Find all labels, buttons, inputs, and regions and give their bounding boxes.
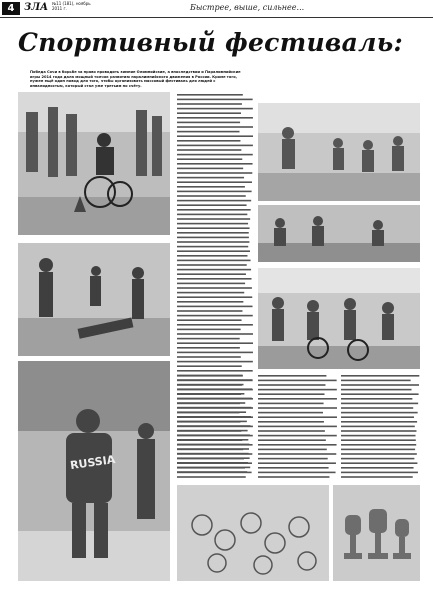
text-line — [341, 462, 417, 464]
text-line — [177, 186, 245, 188]
text-line — [341, 458, 414, 460]
text-line — [177, 361, 253, 363]
text-column-1-lower — [177, 373, 253, 481]
text-line — [177, 246, 248, 248]
text-line — [258, 462, 336, 464]
text-line — [341, 407, 413, 409]
text-line — [258, 393, 325, 395]
text-line — [177, 430, 241, 432]
text-line — [177, 218, 250, 220]
text-line — [177, 108, 253, 110]
text-line — [258, 467, 329, 469]
text-line — [177, 453, 252, 455]
text-line — [177, 319, 242, 321]
text-line — [258, 412, 323, 414]
text-line — [341, 467, 414, 469]
text-line — [177, 255, 247, 257]
text-line — [341, 421, 417, 423]
text-line — [177, 250, 250, 252]
text-line — [177, 370, 253, 372]
text-line — [341, 380, 411, 382]
text-line — [258, 435, 337, 437]
page-header — [0, 0, 433, 17]
text-line — [177, 292, 244, 294]
text-line — [177, 227, 250, 229]
text-line — [177, 283, 245, 285]
section-slogan: Быстрее, выше, сильнее... — [190, 3, 305, 12]
text-line — [177, 476, 246, 478]
text-line — [341, 398, 412, 400]
text-line — [177, 444, 253, 446]
text-line — [258, 398, 337, 400]
text-line — [177, 393, 241, 395]
text-line — [177, 301, 243, 303]
photo-medals — [177, 485, 329, 581]
text-line — [177, 131, 240, 133]
photo-indoor-event — [258, 103, 420, 201]
text-line — [258, 380, 337, 382]
text-line — [177, 458, 244, 460]
text-line — [177, 103, 242, 105]
text-line — [177, 177, 244, 179]
page-number: 4 — [2, 2, 20, 15]
text-line — [177, 306, 253, 308]
text-line — [177, 172, 252, 174]
text-line — [177, 347, 240, 349]
text-line — [258, 472, 336, 474]
photo-wheelchair-race — [18, 92, 170, 235]
text-line — [177, 296, 252, 298]
text-line — [258, 384, 325, 386]
photo-trophies — [333, 485, 420, 581]
text-line — [258, 453, 336, 455]
shirt-lettering: RUSSIA — [69, 452, 117, 473]
text-line — [177, 273, 246, 275]
text-line — [341, 426, 415, 428]
text-line — [177, 287, 252, 289]
text-line — [177, 163, 253, 165]
text-line — [177, 329, 241, 331]
text-line — [258, 403, 324, 405]
text-line — [177, 356, 241, 358]
text-line — [177, 333, 253, 335]
text-line — [177, 389, 253, 391]
text-line — [341, 476, 413, 478]
text-line — [177, 204, 247, 206]
text-line — [177, 181, 252, 183]
text-line — [341, 453, 417, 455]
text-line — [177, 435, 253, 437]
photo-group-wheelchairs — [258, 268, 420, 369]
text-line — [258, 439, 326, 441]
text-line — [177, 260, 251, 262]
text-line — [177, 154, 253, 156]
text-line — [177, 310, 242, 312]
text-line — [177, 168, 243, 170]
text-line — [341, 439, 416, 441]
text-line — [177, 200, 251, 202]
text-line — [258, 430, 325, 432]
text-line — [177, 264, 247, 266]
text-line — [177, 467, 245, 469]
text-line — [341, 412, 418, 414]
text-line — [177, 140, 240, 142]
text-line — [177, 191, 252, 193]
text-line — [177, 135, 253, 137]
text-line — [177, 338, 240, 340]
photo-russia-athlete — [18, 361, 170, 581]
text-line — [258, 416, 337, 418]
text-line — [177, 94, 243, 96]
text-line — [341, 444, 416, 446]
text-line — [258, 444, 337, 446]
text-line — [341, 435, 416, 437]
text-line — [258, 476, 329, 478]
text-line — [177, 195, 246, 197]
text-line — [177, 403, 240, 405]
text-line — [177, 342, 253, 344]
text-line — [341, 389, 412, 391]
text-line — [341, 472, 418, 474]
text-line — [258, 389, 337, 391]
text-line — [177, 380, 253, 382]
text-line — [177, 278, 252, 280]
text-line — [177, 214, 247, 216]
newspaper-logo: ЗЛА — [24, 2, 49, 13]
text-line — [177, 365, 242, 367]
text-line — [177, 398, 253, 400]
text-line — [177, 352, 253, 354]
article-lead: Победа Сочи в борьбе за право проводить зимние Олимпийские, а впоследствии и Паралимпийские игры 2014 года дала мощный толчок развитию паралимпийского движения в России. Кроме того, нужен ещё один повод для того, чтобы организовать массовый фестиваль для людей с инвалидностью, который стал уже третьим по счёту. — [30, 70, 241, 88]
text-line — [258, 407, 337, 409]
text-line — [177, 126, 253, 128]
text-line — [341, 393, 419, 395]
text-columns-2-3 — [258, 373, 420, 481]
text-line — [341, 375, 419, 377]
text-line — [177, 112, 241, 114]
text-line — [177, 241, 249, 243]
text-line — [258, 421, 324, 423]
text-line — [177, 122, 240, 124]
text-line — [177, 209, 251, 211]
text-line — [177, 416, 253, 418]
text-line — [177, 145, 253, 147]
text-line — [177, 117, 253, 119]
text-line — [177, 439, 242, 441]
text-line — [258, 449, 327, 451]
text-line — [177, 421, 240, 423]
text-line — [177, 449, 243, 451]
text-line — [177, 472, 252, 474]
header-divider — [0, 17, 433, 18]
photo-gym-exercise — [18, 243, 170, 356]
text-line — [341, 384, 419, 386]
text-line — [177, 237, 249, 239]
text-line — [177, 269, 251, 271]
text-line — [177, 149, 241, 151]
text-line — [177, 412, 240, 414]
photo-awards-table — [258, 205, 420, 262]
text-line — [177, 315, 253, 317]
text-line — [177, 158, 242, 160]
text-line — [177, 99, 253, 101]
text-line — [177, 223, 248, 225]
text-line — [177, 426, 253, 428]
text-line — [341, 416, 414, 418]
text-line — [177, 375, 243, 377]
text-line — [177, 462, 252, 464]
text-line — [258, 426, 337, 428]
text-line — [341, 430, 416, 432]
text-line — [177, 407, 253, 409]
text-line — [177, 324, 253, 326]
text-line — [177, 232, 249, 234]
text-line — [258, 458, 328, 460]
text-line — [341, 403, 418, 405]
issue-info: №11 (181), ноябрь 2011 г. — [52, 1, 91, 11]
article-headline: Спортивный фестиваль: — [18, 28, 404, 57]
text-line — [341, 449, 415, 451]
text-line — [177, 384, 242, 386]
text-line — [258, 375, 326, 377]
